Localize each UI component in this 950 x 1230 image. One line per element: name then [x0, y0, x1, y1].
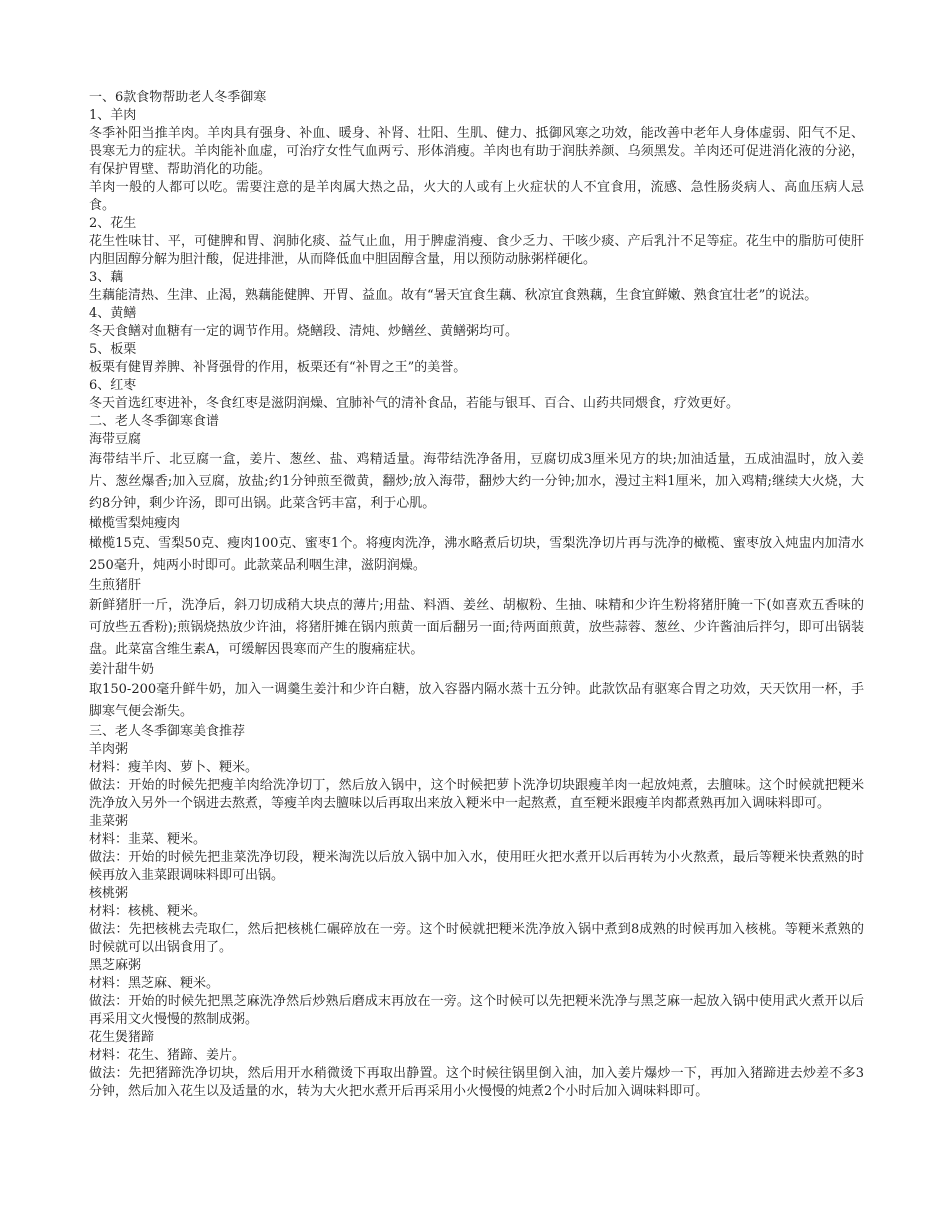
recipe-method: 做法：先把核桃去壳取仁，然后把核桃仁碾碎放在一旁。这个时候就把粳米洗净放入锅中煮到8成熟的时候再加入核桃。等粳米煮熟的时候就可以出锅食用了。: [89, 922, 864, 955]
recipe-heading: 羊肉粥: [89, 742, 129, 757]
recipe-material: 材料：花生、猪蹄、姜片。: [89, 1048, 246, 1063]
recipe-heading: 核桃粥: [89, 886, 129, 901]
section-title: 一、6款食物帮助老人冬季御寒: [89, 90, 267, 105]
recipe-heading: 黑芝麻粥: [89, 958, 142, 973]
recipe-heading: 橄榄雪梨炖瘦肉: [89, 516, 181, 531]
recipe-heading: 生煎猪肝: [89, 578, 142, 593]
recipe-method: 做法：先把猪蹄洗净切块，然后用开水稍微烫下再取出静置。这个时候往锅里倒入油，加入姜片爆炒一下，再加入猪蹄进去炒差不多3分钟，然后加入花生以及适量的水，转为大火把水煮开后再采用小火慢慢的炖煮2个小时后加入调味料即可。: [89, 1066, 864, 1099]
recipe-text: 橄榄15克、雪梨50克、瘦肉100克、蜜枣1个。将瘦肉洗净，沸水略煮后切块，雪梨洗净切片再与洗净的橄榄、蜜枣放入炖盅内加清水250毫升，炖两小时即可。此款菜品利咽生津，滋阴润燥。: [89, 536, 864, 573]
recipe-material: 材料：韭菜、粳米。: [89, 832, 207, 847]
item-heading: 4、黄鳝: [89, 306, 137, 321]
recipe-heading: 花生煲猪蹄: [89, 1030, 155, 1045]
item-paragraph: 花生性味甘、平，可健脾和胃、润肺化痰、益气止血，用于脾虚消瘦、食少乏力、干咳少痰、产后乳汁不足等症。花生中的脂肪可使肝内胆固醇分解为胆汁酸，促进排泄，从而降低血中胆固醇含量，用以预防动脉粥样硬化。: [89, 234, 864, 267]
recipe-material: 材料：黑芝麻、粳米。: [89, 976, 220, 991]
item-paragraph: 羊肉一般的人都可以吃。需要注意的是羊肉属大热之品，火大的人或有上火症状的人不宜食用，流感、急性肠炎病人、高血压病人忌食。: [89, 180, 864, 213]
item-paragraph: 冬天首选红枣进补，冬食红枣是滋阴润燥、宜肺补气的清补食品，若能与银耳、百合、山药共同煨食，疗效更好。: [89, 396, 740, 411]
recipe-method: 做法：开始的时候先把韭菜洗净切段，粳米淘洗以后放入锅中加入水，使用旺火把水煮开以后再转为小火熬煮，最后等粳米快煮熟的时候再放入韭菜跟调味料即可出锅。: [89, 850, 864, 883]
recipe-method: 做法：开始的时候先把瘦羊肉给洗净切丁，然后放入锅中，这个时候把萝卜洗净切块跟瘦羊肉一起放炖煮，去膻味。这个时候就把粳米洗净放入另外一个锅进去熬煮，等瘦羊肉去膻味以后再取出来放入粳米中一起熬煮，直至粳米跟瘦羊肉都煮熟再加入调味料即可。: [89, 778, 864, 811]
section-title: 二、老人冬季御寒食谱: [89, 414, 220, 429]
section-title: 三、老人冬季御寒美食推荐: [89, 724, 246, 739]
recipe-material: 材料：核桃、粳米。: [89, 904, 207, 919]
recipe-text: 新鲜猪肝一斤，洗净后，斜刀切成稍大块点的薄片;用盐、料酒、姜丝、胡椒粉、生抽、味精和少许生粉将猪肝腌一下(如喜欢五香味的可放些五香粉);煎锅烧热放少许油，将猪肝摊在锅内煎黄一面后翻另一面;待两面煎黄，放些蒜蓉、葱丝、少许酱油后拌匀，即可出锅装盘。此菜富含维生素A，可缓解因畏寒而产生的腹痛症状。: [89, 598, 864, 657]
item-paragraph: 冬季补阳当推羊肉。羊肉具有强身、补血、暖身、补肾、壮阳、生肌、健力、抵御风寒之功效，能改善中老年人身体虚弱、阳气不足、畏寒无力的症状。羊肉能补血虚，可治疗女性气血两亏、形体消瘦。羊肉也有助于润肤养颜、乌须黑发。羊肉还可促进消化液的分泌，有保护胃壁、帮助消化的功能。: [89, 126, 864, 177]
recipe-heading: 姜汁甜牛奶: [89, 662, 155, 677]
item-paragraph: 生藕能清热、生津、止渴，熟藕能健脾、开胃、益血。故有“暑天宜食生藕、秋凉宜食熟藕，生食宜鲜嫩、熟食宜壮老”的说法。: [89, 288, 818, 303]
item-heading: 2、花生: [89, 216, 137, 231]
recipe-material: 材料：瘦羊肉、萝卜、粳米。: [89, 760, 259, 775]
item-heading: 6、红枣: [89, 378, 137, 393]
item-paragraph: 板栗有健胃养脾、补肾强骨的作用，板栗还有“补胃之王”的美誉。: [89, 360, 467, 375]
item-heading: 5、板栗: [89, 342, 137, 357]
recipe-text: 海带结半斤、北豆腐一盒，姜片、葱丝、盐、鸡精适量。海带结洗净备用，豆腐切成3厘米见方的块;加油适量，五成油温时，放入姜片、葱丝爆香;加入豆腐，放盐;约1分钟煎至微黄，翻炒;放入海带，翻炒大约一分钟;加水，漫过主料1厘米，加入鸡精;继续大火烧，大约8分钟，剩少许汤，即可出锅。此菜含钙丰富，利于心肌。: [89, 452, 864, 511]
item-heading: 1、羊肉: [89, 108, 137, 123]
recipe-heading: 海带豆腐: [89, 432, 142, 447]
recipe-text: 取150-200毫升鲜牛奶，加入一调羹生姜汁和少许白糖，放入容器内隔水蒸十五分钟。此款饮品有驱寒合胃之功效，天天饮用一杯，手脚寒气便会渐失。: [89, 682, 864, 719]
item-heading: 3、藕: [89, 270, 124, 285]
item-paragraph: 冬天食鳝对血糖有一定的调节作用。烧鳝段、清炖、炒鳝丝、黄鳝粥均可。: [89, 324, 519, 339]
recipe-heading: 韭菜粥: [89, 814, 129, 829]
document-page: [89, 89, 864, 1101]
recipe-method: 做法：开始的时候先把黑芝麻洗净然后炒熟后磨成末再放在一旁。这个时候可以先把粳米洗净与黑芝麻一起放入锅中使用武火煮开以后再采用文火慢慢的熬制成粥。: [89, 994, 864, 1027]
